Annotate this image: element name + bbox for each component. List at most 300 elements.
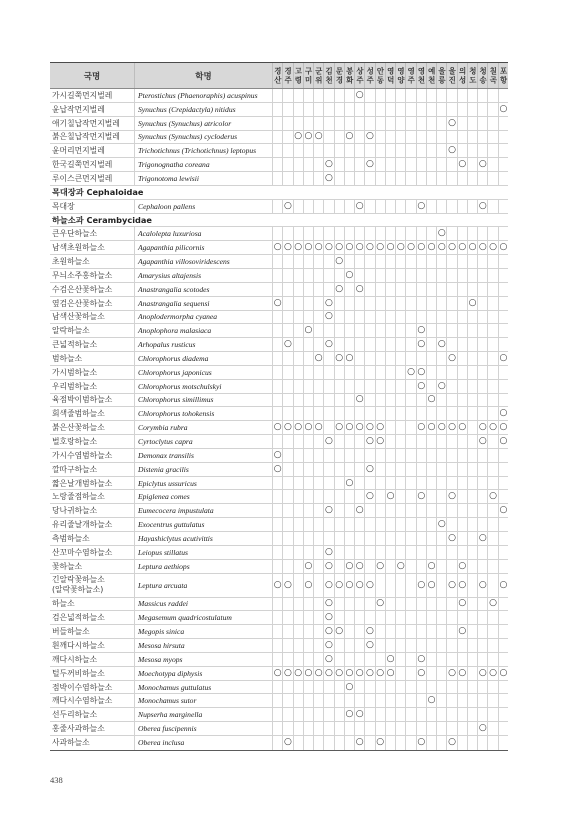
presence-mark: ○: [366, 436, 374, 447]
presence-cell: [436, 504, 446, 517]
common-name-cell: [50, 394, 134, 407]
presence-cell: [293, 269, 303, 282]
header-region: 김천: [324, 66, 334, 85]
presence-mark: ○: [304, 422, 313, 433]
presence-cell: [334, 366, 344, 379]
scientific-name-cell: [134, 681, 272, 694]
presence-cell: [405, 380, 415, 393]
presence-cell: [446, 117, 456, 130]
presence-cell: [436, 546, 446, 559]
presence-cell: [303, 366, 313, 379]
common-name-cell: [50, 144, 134, 157]
species-row: [50, 722, 508, 736]
presence-cell: [487, 722, 497, 735]
presence-cell: [354, 681, 364, 694]
presence-cell: [344, 380, 354, 393]
common-name-cell: [50, 421, 134, 434]
presence-cell: [282, 352, 292, 365]
presence-cell: [293, 736, 303, 750]
presence-cell: [293, 131, 303, 144]
presence-cell: [344, 625, 354, 638]
presence-cell: [426, 131, 436, 144]
presence-mark: ○: [304, 325, 313, 336]
presence-cell: [426, 708, 436, 721]
presence-cell: [395, 131, 405, 144]
presence-cell: [323, 311, 333, 324]
presence-cell: [375, 611, 385, 624]
presence-cell: [467, 546, 477, 559]
presence-cell: [375, 241, 385, 254]
presence-cell: [313, 324, 323, 337]
presence-cell: [303, 560, 313, 573]
presence-cell: [323, 574, 333, 597]
presence-cell: [477, 667, 487, 680]
presence-cell: [477, 366, 487, 379]
presence-mark: ○: [273, 422, 282, 433]
scientific-name: Synuchus (Synuchus) atricolor: [138, 118, 232, 128]
presence-cell: [477, 89, 487, 102]
presence-cell: [344, 722, 354, 735]
presence-cell: [364, 269, 374, 282]
presence-cell: [354, 477, 364, 490]
presence-cell: [313, 297, 323, 310]
presence-mark: ○: [499, 505, 508, 516]
presence-cell: [344, 708, 354, 721]
presence-cell: [436, 560, 446, 573]
presence-cell: [354, 144, 364, 157]
presence-mark: ○: [335, 242, 344, 253]
presence-cell: [375, 297, 385, 310]
scientific-name-cell: [134, 89, 272, 102]
presence-cell: [498, 227, 508, 240]
presence-cell: [344, 667, 354, 680]
presence-cell: [487, 625, 497, 638]
presence-cell: [385, 736, 395, 750]
presence-cell: [344, 200, 354, 213]
presence-mark: ○: [325, 436, 333, 447]
presence-cell: [446, 89, 456, 102]
header-region: 울릉: [437, 66, 447, 85]
presence-cell: [395, 283, 405, 296]
presence-cell: [416, 625, 426, 638]
presence-cell: [323, 338, 333, 351]
presence-cell: [272, 283, 282, 296]
presence-cell: [344, 366, 354, 379]
presence-cell: [272, 477, 282, 490]
species-row: [50, 598, 508, 612]
scientific-name: Chlorophorus simillimus: [138, 395, 214, 405]
presence-cell: [457, 269, 467, 282]
presence-cell: [467, 694, 477, 707]
presence-cell: [354, 463, 364, 476]
header-region-cell: [385, 63, 395, 88]
presence-cell: [405, 653, 415, 666]
presence-cell: [436, 227, 446, 240]
presence-cell: [364, 144, 374, 157]
presence-cell: [313, 560, 323, 573]
presence-cell: [498, 324, 508, 337]
presence-mark: ○: [396, 242, 405, 253]
presence-cell: [436, 117, 446, 130]
presence-cell: [487, 421, 497, 434]
presence-cell: [272, 694, 282, 707]
header-region: 영덕: [386, 66, 396, 85]
presence-cell: [405, 255, 415, 268]
presence-cell: [395, 227, 405, 240]
presence-cell: [303, 598, 313, 611]
header-region-cell: [487, 63, 497, 88]
presence-cell: [385, 380, 395, 393]
presence-cell: [385, 200, 395, 213]
presence-cell: [487, 338, 497, 351]
common-name-cell: [50, 255, 134, 268]
presence-cell: [385, 394, 395, 407]
presence-cell: [457, 144, 467, 157]
presence-cell: [487, 435, 497, 448]
presence-cell: [426, 639, 436, 652]
species-row: [50, 546, 508, 560]
presence-mark: ○: [417, 737, 426, 748]
presence-cell: [498, 366, 508, 379]
presence-cell: [405, 449, 415, 462]
presence-cell: [334, 255, 344, 268]
presence-cell: [416, 639, 426, 652]
species-distribution-table: [50, 62, 508, 751]
presence-cell: [272, 324, 282, 337]
presence-cell: [477, 611, 487, 624]
presence-cell: [334, 338, 344, 351]
presence-cell: [467, 255, 477, 268]
presence-cell: [293, 311, 303, 324]
presence-cell: [487, 227, 497, 240]
presence-cell: [293, 366, 303, 379]
presence-cell: [436, 639, 446, 652]
header-region: 구미: [304, 66, 314, 85]
presence-cell: [487, 639, 497, 652]
presence-cell: [282, 598, 292, 611]
presence-cell: [426, 338, 436, 351]
presence-mark: ○: [499, 579, 508, 590]
presence-cell: [272, 117, 282, 130]
presence-cell: [334, 546, 344, 559]
presence-cell: [426, 103, 436, 116]
presence-cell: [487, 269, 497, 282]
presence-cell: [344, 490, 354, 503]
presence-mark: ○: [355, 579, 364, 590]
presence-cell: [436, 611, 446, 624]
common-name-cell: [50, 89, 134, 102]
presence-cell: [334, 639, 344, 652]
presence-cell: [293, 611, 303, 624]
presence-cell: [426, 394, 436, 407]
presence-cell: [477, 560, 487, 573]
common-name-cell: [50, 694, 134, 707]
presence-cell: [272, 598, 282, 611]
scientific-name: Megasemum quadricostulatum: [138, 613, 232, 623]
presence-cell: [477, 722, 487, 735]
presence-mark: ○: [458, 667, 467, 678]
presence-cell: [303, 103, 313, 116]
presence-cell: [426, 490, 436, 503]
presence-cell: [395, 241, 405, 254]
presence-cell: [477, 477, 487, 490]
presence-cell: [498, 708, 508, 721]
presence-cell: [467, 269, 477, 282]
presence-cell: [385, 449, 395, 462]
presence-mark: ○: [325, 297, 333, 308]
presence-cell: [467, 117, 477, 130]
scientific-name-cell: [134, 463, 272, 476]
presence-cell: [334, 518, 344, 531]
presence-cell: [272, 352, 282, 365]
presence-cell: [436, 241, 446, 254]
presence-cell: [405, 352, 415, 365]
presence-cell: [375, 490, 385, 503]
presence-cell: [477, 532, 487, 545]
presence-cell: [436, 574, 446, 597]
presence-cell: [313, 653, 323, 666]
presence-cell: [446, 625, 456, 638]
presence-mark: ○: [345, 477, 354, 488]
presence-cell: [303, 172, 313, 185]
presence-cell: [405, 681, 415, 694]
presence-cell: [282, 722, 292, 735]
presence-cell: [457, 158, 467, 171]
presence-mark: ○: [335, 283, 344, 294]
presence-cell: [282, 89, 292, 102]
scientific-name: Trichotichnus (Trichotichnus) leptopus: [138, 146, 257, 156]
presence-cell: [344, 172, 354, 185]
presence-mark: ○: [499, 242, 508, 253]
presence-cell: [282, 407, 292, 420]
presence-cell: [416, 653, 426, 666]
presence-cell: [467, 611, 477, 624]
presence-mark: ○: [273, 449, 282, 460]
presence-cell: [457, 338, 467, 351]
presence-cell: [426, 681, 436, 694]
presence-cell: [334, 421, 344, 434]
presence-cell: [354, 380, 364, 393]
presence-cell: [457, 639, 467, 652]
header-region-cell: [467, 63, 477, 88]
scientific-name-cell: [134, 172, 272, 185]
presence-cell: [364, 598, 374, 611]
common-name-cell: [50, 560, 134, 573]
presence-cell: [385, 667, 395, 680]
presence-cell: [457, 89, 467, 102]
presence-cell: [364, 131, 374, 144]
presence-cell: [313, 694, 323, 707]
presence-cell: [313, 380, 323, 393]
header-region: 영천: [416, 66, 426, 85]
presence-mark: ○: [366, 422, 374, 433]
presence-cell: [446, 103, 456, 116]
presence-cell: [416, 694, 426, 707]
presence-cell: [282, 394, 292, 407]
presence-cell: [354, 324, 364, 337]
presence-cell: [446, 241, 456, 254]
presence-cell: [303, 653, 313, 666]
presence-cell: [498, 736, 508, 750]
presence-cell: [303, 574, 313, 597]
presence-cell: [405, 463, 415, 476]
presence-cell: [323, 463, 333, 476]
presence-cell: [303, 297, 313, 310]
presence-cell: [426, 546, 436, 559]
presence-cell: [344, 736, 354, 750]
common-name-cell: [50, 518, 134, 531]
presence-mark: ○: [489, 667, 498, 678]
presence-cell: [498, 611, 508, 624]
presence-cell: [395, 504, 405, 517]
common-name-cell: [50, 546, 134, 559]
common-name-cell: [50, 352, 134, 365]
presence-cell: [446, 283, 456, 296]
presence-cell: [323, 667, 333, 680]
presence-cell: [416, 103, 426, 116]
presence-cell: [313, 366, 323, 379]
presence-cell: [375, 625, 385, 638]
presence-mark: ○: [345, 269, 354, 280]
presence-mark: ○: [283, 737, 292, 748]
table-body: [50, 89, 508, 750]
presence-cell: [323, 504, 333, 517]
presence-cell: [272, 449, 282, 462]
species-row: [50, 518, 508, 532]
species-row: [50, 667, 508, 681]
presence-mark: ○: [335, 256, 344, 267]
presence-cell: [334, 667, 344, 680]
presence-cell: [354, 490, 364, 503]
species-row: [50, 477, 508, 491]
scientific-name: Demonax transilis: [138, 450, 194, 460]
presence-cell: [323, 421, 333, 434]
presence-cell: [375, 144, 385, 157]
presence-cell: [272, 708, 282, 721]
presence-cell: [293, 117, 303, 130]
presence-mark: ○: [417, 200, 426, 211]
scientific-name: Synuchus (Crepidactyla) nitidus: [138, 104, 236, 114]
presence-cell: [293, 598, 303, 611]
scientific-name-cell: [134, 311, 272, 324]
species-row: [50, 653, 508, 667]
presence-cell: [467, 324, 477, 337]
common-name: 벌호랑하늘소: [52, 437, 98, 447]
presence-cell: [487, 546, 497, 559]
presence-mark: ○: [294, 242, 303, 253]
presence-cell: [426, 158, 436, 171]
presence-cell: [395, 297, 405, 310]
common-name: 한국길쭉먼지벌레: [52, 160, 113, 170]
scientific-name-cell: [134, 158, 272, 171]
presence-cell: [344, 297, 354, 310]
presence-cell: [405, 490, 415, 503]
presence-cell: [385, 574, 395, 597]
presence-cell: [344, 311, 354, 324]
presence-cell: [385, 463, 395, 476]
presence-cell: [282, 324, 292, 337]
presence-cell: [487, 241, 497, 254]
presence-cell: [436, 172, 446, 185]
table-header: [50, 63, 508, 89]
presence-cell: [313, 736, 323, 750]
presence-cell: [457, 200, 467, 213]
presence-cell: [426, 117, 436, 130]
presence-mark: ○: [417, 491, 426, 502]
presence-cell: [323, 625, 333, 638]
species-row: [50, 89, 508, 103]
presence-cell: [375, 546, 385, 559]
presence-cell: [375, 598, 385, 611]
presence-cell: [354, 546, 364, 559]
presence-mark: ○: [355, 667, 364, 678]
presence-cell: [303, 338, 313, 351]
presence-cell: [416, 144, 426, 157]
presence-cell: [293, 435, 303, 448]
presence-cell: [344, 504, 354, 517]
scientific-name-cell: [134, 504, 272, 517]
presence-cell: [313, 200, 323, 213]
presence-mark: ○: [417, 242, 426, 253]
presence-cell: [498, 435, 508, 448]
presence-cell: [364, 352, 374, 365]
scientific-name: Hayashiclytus acutivittis: [138, 533, 213, 543]
presence-cell: [303, 200, 313, 213]
presence-cell: [272, 518, 282, 531]
presence-cell: [272, 269, 282, 282]
presence-cell: [477, 200, 487, 213]
presence-cell: [334, 694, 344, 707]
presence-cell: [313, 352, 323, 365]
scientific-name: Anastrangalia sequensi: [138, 298, 210, 308]
presence-cell: [364, 311, 374, 324]
presence-cell: [446, 560, 456, 573]
presence-cell: [446, 518, 456, 531]
presence-cell: [354, 694, 364, 707]
presence-cell: [282, 667, 292, 680]
presence-cell: [364, 200, 374, 213]
presence-cell: [334, 283, 344, 296]
presence-cell: [436, 269, 446, 282]
presence-mark: ○: [345, 667, 354, 678]
presence-cell: [354, 435, 364, 448]
presence-cell: [446, 490, 456, 503]
presence-cell: [416, 611, 426, 624]
presence-cell: [457, 117, 467, 130]
common-name: 짧은날개범하늘소: [52, 478, 113, 488]
presence-cell: [416, 255, 426, 268]
presence-cell: [282, 255, 292, 268]
presence-cell: [446, 380, 456, 393]
presence-mark: ○: [273, 242, 282, 253]
presence-cell: [303, 449, 313, 462]
presence-cell: [467, 463, 477, 476]
presence-cell: [405, 103, 415, 116]
presence-mark: ○: [355, 737, 364, 748]
presence-cell: [487, 653, 497, 666]
presence-cell: [375, 560, 385, 573]
presence-cell: [354, 407, 364, 420]
presence-cell: [416, 421, 426, 434]
presence-cell: [477, 736, 487, 750]
presence-cell: [344, 352, 354, 365]
presence-cell: [334, 722, 344, 735]
presence-cell: [426, 667, 436, 680]
presence-cell: [405, 394, 415, 407]
presence-cell: [303, 518, 313, 531]
presence-cell: [282, 297, 292, 310]
scientific-name-cell: [134, 103, 272, 116]
